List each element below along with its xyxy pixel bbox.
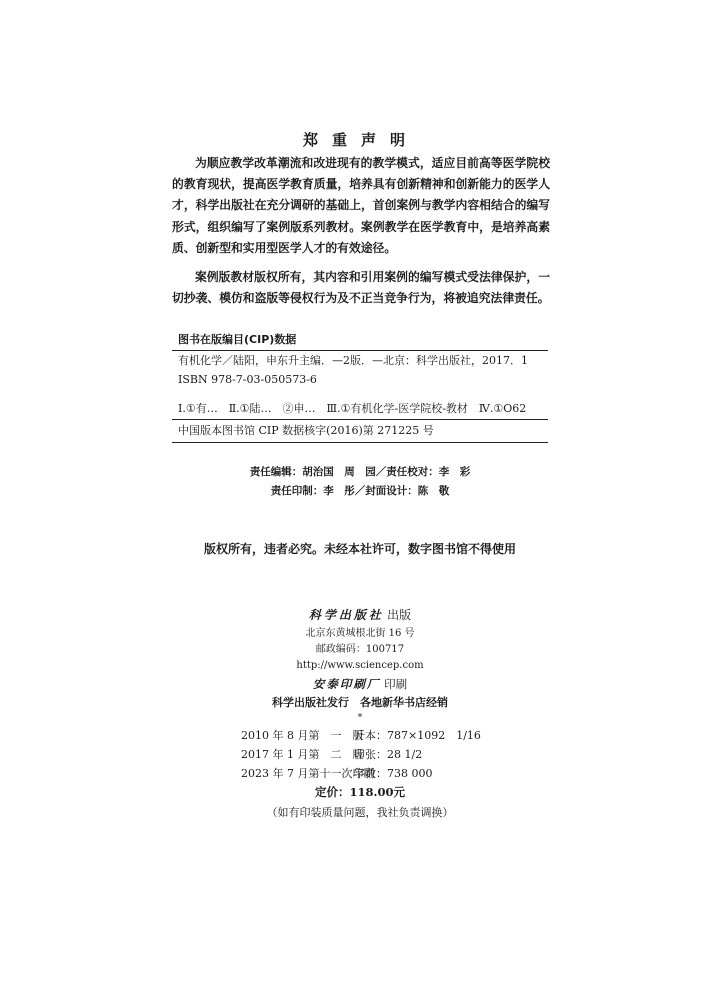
cip-classification: Ⅰ.①有… Ⅱ.①陆… ②申… Ⅲ.①有机化学-医学院校-教材 Ⅳ.①O62 <box>178 402 527 415</box>
statement-paragraph-2: 案例版教材版权所有，其内容和引用案例的编写模式受法律保护，一切抄袭、模仿和盗版等侵权行为及不正当竞争行为，将被追究法律责任。 <box>172 270 550 306</box>
cip-block <box>172 330 548 497</box>
publisher-suffix: 出版 <box>387 608 412 622</box>
printer-line <box>200 674 520 694</box>
publisher-postcode: 邮政编码：100717 <box>315 644 405 655</box>
separator-star: * <box>357 713 363 723</box>
edition-date: 2017 年 1 月第 二 版 <box>241 748 364 761</box>
printer-name: 安泰印刷厂 <box>312 677 381 691</box>
distribution-line: 科学出版社发行 各地新华书店经销 <box>272 696 448 709</box>
editions-block <box>241 726 541 783</box>
publisher-name: 科学出版社 <box>308 608 384 622</box>
cip-body <box>172 351 548 419</box>
edition-row <box>241 726 541 745</box>
edition-info: 印张：28 1/2 <box>354 748 423 761</box>
publisher-line <box>200 604 520 626</box>
cip-title-line: 有机化学／陆阳，申东升主编．—2版．—北京：科学出版社，2017．1 <box>178 354 528 367</box>
price: 定价：118.00元 <box>314 785 405 799</box>
imprint-block <box>200 604 520 724</box>
quality-notice: （如有印装质量问题，我社负责调换） <box>266 806 454 819</box>
edition-info: 开本：787×1092 1/16 <box>354 729 481 742</box>
edition-date: 2023 年 7 月第十一次印刷 <box>241 767 375 780</box>
cip-isbn: ISBN 978-7-03-050573-6 <box>178 373 317 386</box>
edition-date: 2010 年 8 月第 一 版 <box>241 729 364 742</box>
statement-title: 郑重声明 <box>302 131 419 149</box>
cip-library-number: 中国版本图书馆 CIP 数据核字(2016)第 271225 号 <box>178 424 434 437</box>
printer-suffix: 印刷 <box>384 677 408 691</box>
rights-notice: 版权所有，违者必究。未经本社许可，数字图书馆不得使用 <box>203 542 516 556</box>
statement-paragraph-1: 为顺应教学改革潮流和改进现有的教学模式，适应目前高等医学院校的教育现状，提高医学教育质量，培养具有创新精神和创新能力的医学人才，科学出版社在充分调研的基础上，首创案例与教学内容相结合的编写形式，组织编写了案例版系列教材。案例教学在医学教育中，是培养高素质、创新型和实用型医学人才的有效途径。 <box>172 156 550 255</box>
cip-printing-line: 责任印制：李 彤／封面设计：陈 敬 <box>270 485 450 497</box>
edition-row <box>241 764 541 783</box>
cip-editors-line: 责任编辑：胡治国 周 园／责任校对：李 彩 <box>249 466 471 478</box>
publisher-website: http://www.sciencep.com <box>296 660 424 671</box>
cip-bottom-rule <box>172 442 548 443</box>
edition-row <box>241 745 541 764</box>
cip-heading: 图书在版编目(CIP)数据 <box>178 333 297 346</box>
publisher-address: 北京东黄城根北街 16 号 <box>305 628 415 639</box>
cip-editors <box>172 463 548 501</box>
edition-info: 字数：738 000 <box>354 767 433 780</box>
